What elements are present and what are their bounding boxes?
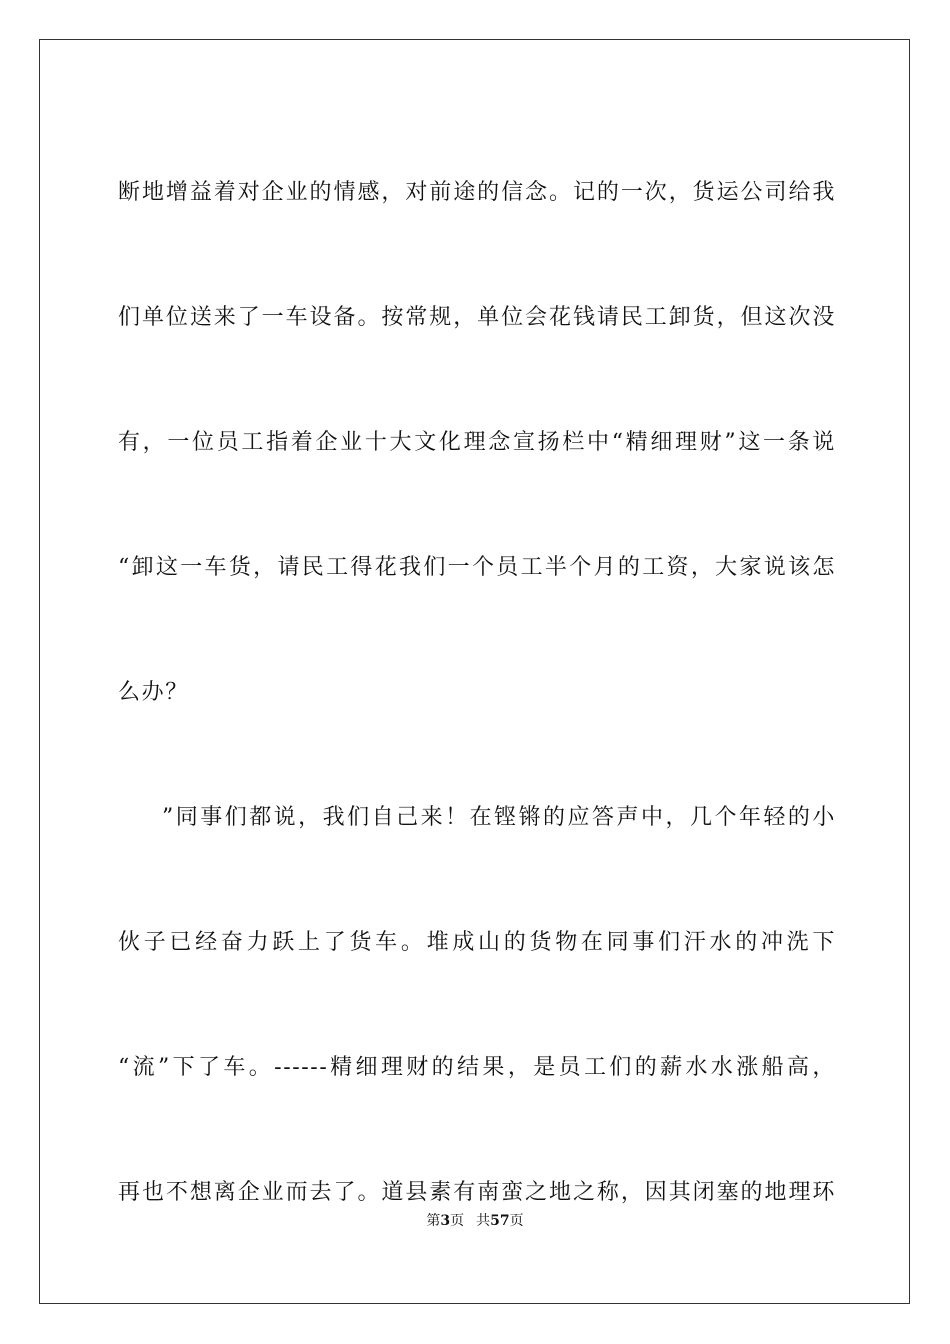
page-border	[39, 39, 910, 1304]
total-suffix: 页	[509, 1213, 524, 1229]
text-line: 有，一位员工指着企业十大文化理念宣扬栏中“精细理财”这一条说	[118, 430, 836, 455]
text-line: “卸这一车货，请民工得花我们一个员工半个月的工资，大家说该怎	[118, 555, 836, 580]
text-line: ”同事们都说，我们自己来！在铿锵的应答声中，几个年轻的小	[162, 805, 836, 830]
page-prefix: 第	[426, 1213, 441, 1229]
text-line: 们单位送来了一车设备。按常规，单位会花钱请民工卸货，但这次没	[118, 305, 836, 330]
text-line: “流”下了车。------精细理财的结果，是员工们的薪水水涨船高，	[118, 1055, 836, 1080]
total-prefix: 共	[476, 1213, 491, 1229]
page-footer	[0, 1210, 950, 1230]
text-line: 断地增益着对企业的情感，对前途的信念。记的一次，货运公司给我	[118, 180, 836, 205]
page-number: 3	[440, 1213, 451, 1229]
total-pages: 57	[490, 1213, 510, 1229]
document-body	[118, 130, 836, 1255]
text-line: 么办？	[118, 680, 189, 705]
page-suffix: 页	[450, 1213, 465, 1229]
text-line: 再也不想离企业而去了。道县素有南蛮之地之称，因其闭塞的地理环	[118, 1180, 836, 1205]
text-line: 伙子已经奋力跃上了货车。堆成山的货物在同事们汗水的冲洗下	[118, 930, 836, 955]
